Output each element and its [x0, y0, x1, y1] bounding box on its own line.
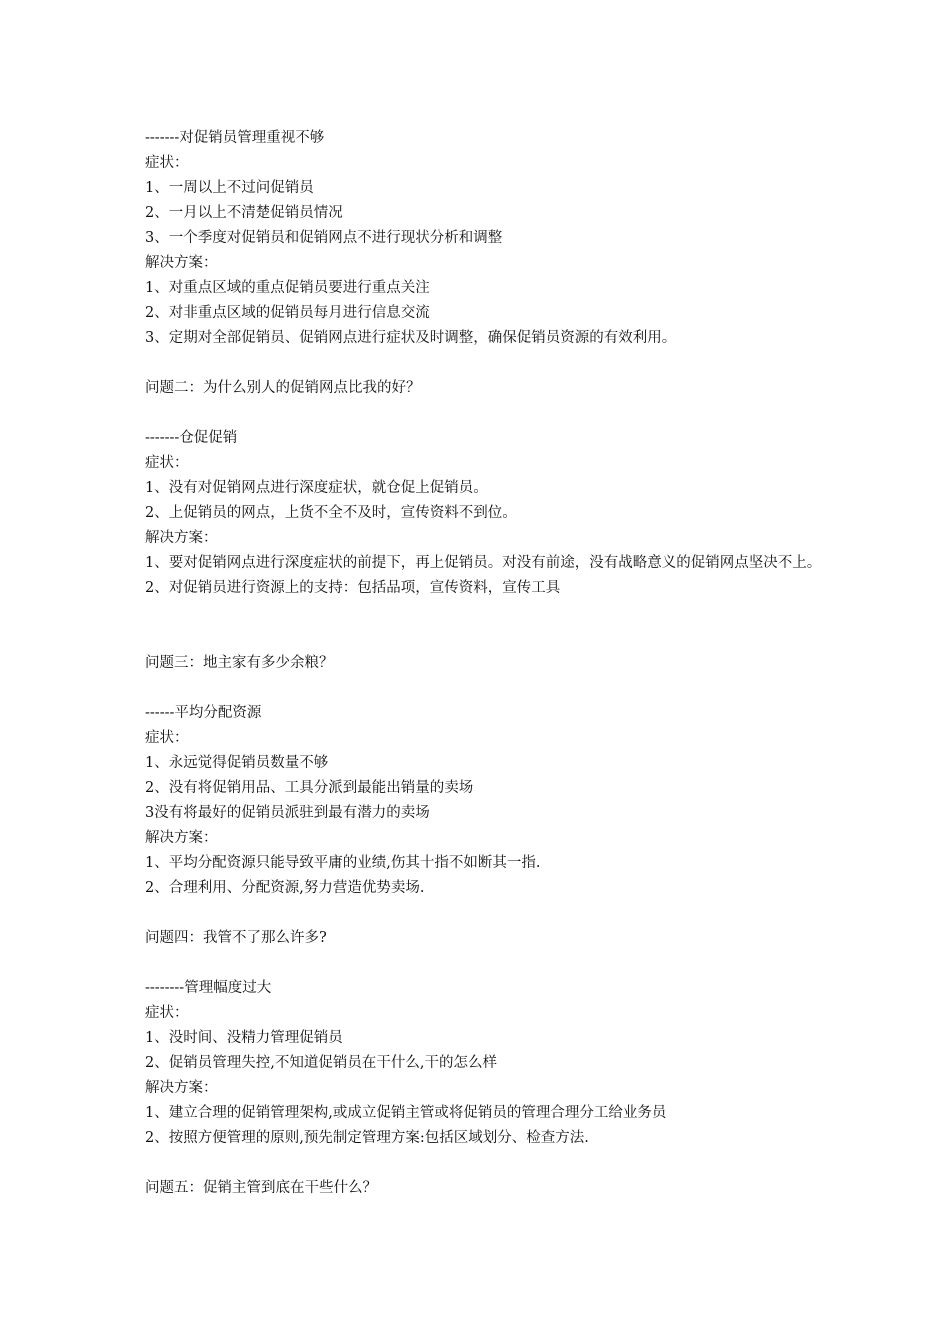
question-heading: 问题四：我管不了那么许多? [145, 930, 327, 946]
spacer [145, 676, 825, 701]
section-heading: --------管理幅度过大 [145, 980, 272, 996]
symptom-item: 1、没有对促销网点进行深度症状，就仓促上促销员。 [145, 480, 488, 496]
symptom-item: 2、促销员管理失控,不知道促销员在干什么,干的怎么样 [145, 1055, 497, 1071]
symptoms-label: 症状： [145, 1005, 189, 1021]
solution-item: 1、平均分配资源只能导致平庸的业绩,伤其十指不如断其一指. [145, 855, 541, 871]
symptom-item: 2、上促销员的网点，上货不全不及时，宣传资料不到位。 [145, 505, 517, 521]
symptom-item: 2、一月以上不清楚促销员情况 [145, 205, 343, 221]
symptoms-label: 症状： [145, 155, 189, 171]
solutions-label: 解决方案： [145, 530, 218, 546]
spacer [145, 601, 825, 651]
symptom-item: 3没有将最好的促销员派驻到最有潜力的卖场 [145, 805, 430, 821]
solution-item: 1、建立合理的促销管理架构,或成立促销主管或将促销员的管理合理分工给业务员 [145, 1105, 667, 1121]
solution-item: 2、合理利用、分配资源,努力营造优势卖场. [145, 880, 425, 896]
solutions-label: 解决方案： [145, 255, 218, 271]
section-heading: -------对促销员管理重视不够 [145, 130, 325, 146]
solution-item: 3、定期对全部促销员、促销网点进行症状及时调整，确保促销员资源的有效利用。 [145, 330, 677, 346]
solution-item: 2、按照方便管理的原则,预先制定管理方案:包括区域划分、检查方法. [145, 1130, 589, 1146]
spacer [145, 951, 825, 976]
solution-item: 2、对非重点区域的促销员每月进行信息交流 [145, 305, 430, 321]
solutions-label: 解决方案： [145, 1080, 218, 1096]
question-heading: 问题二：为什么别人的促销网点比我的好？ [145, 380, 421, 396]
solution-item: 2、对促销员进行资源上的支持：包括品项，宣传资料，宣传工具 [145, 580, 561, 596]
document-body [145, 126, 825, 1201]
symptom-item: 2、没有将促销用品、工具分派到最能出销量的卖场 [145, 780, 474, 796]
spacer [145, 401, 825, 426]
symptom-item: 3、一个季度对促销员和促销网点不进行现状分析和调整 [145, 230, 503, 246]
question-heading: 问题三：地主家有多少余粮？ [145, 655, 334, 671]
symptom-item: 1、永远觉得促销员数量不够 [145, 755, 329, 771]
solution-item: 1、要对促销网点进行深度症状的前提下，再上促销员。对没有前途，没有战略意义的促销网点坚决不上。 [145, 555, 822, 571]
symptoms-label: 症状： [145, 730, 189, 746]
solution-item: 1、对重点区域的重点促销员要进行重点关注 [145, 280, 430, 296]
symptoms-label: 症状： [145, 455, 189, 471]
solutions-label: 解决方案： [145, 830, 218, 846]
spacer [145, 351, 825, 376]
symptom-item: 1、一周以上不过问促销员 [145, 180, 314, 196]
question-heading: 问题五：促销主管到底在干些什么？ [145, 1180, 377, 1196]
section-heading: ------平均分配资源 [145, 705, 262, 721]
section-heading: -------仓促促销 [145, 430, 238, 446]
symptom-item: 1、没时间、没精力管理促销员 [145, 1030, 343, 1046]
spacer [145, 901, 825, 926]
spacer [145, 1151, 825, 1176]
